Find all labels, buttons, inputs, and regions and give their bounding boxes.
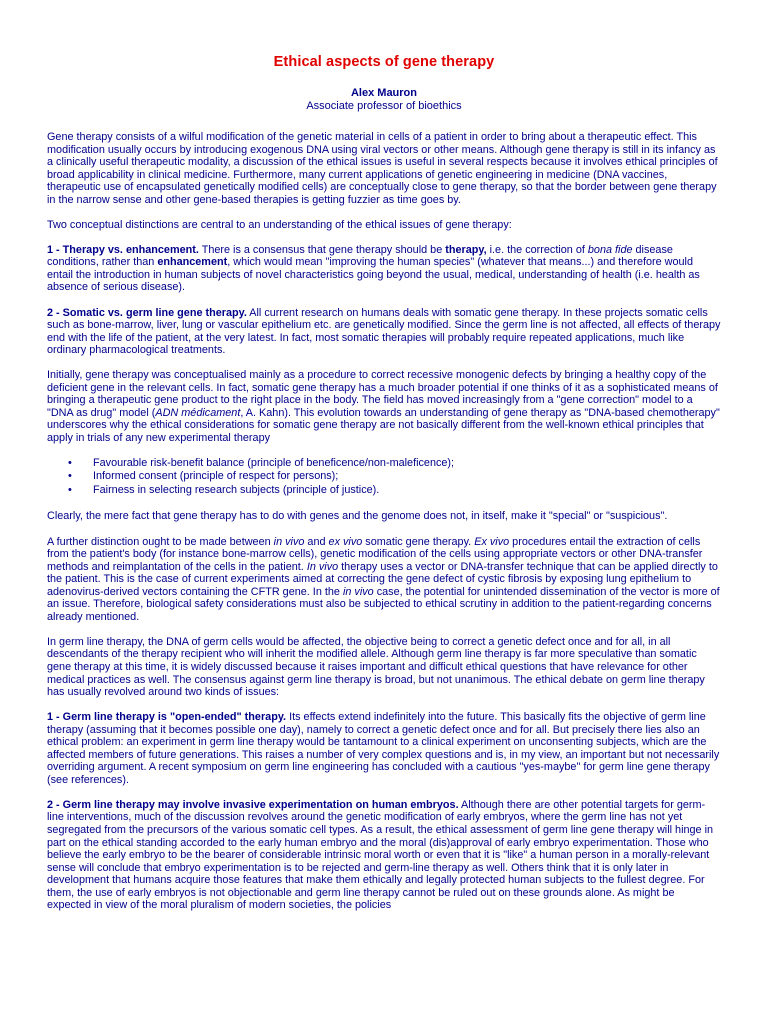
- list-item: • Informed consent (principle of respect for persons);: [93, 470, 721, 484]
- emphasis-ex-vivo: Ex vivo: [474, 535, 510, 548]
- intro-paragraph: Gene therapy consists of a wilful modification of the genetic material in cells of a patient in order to bring about a therapeutic effect. This modification usually occurs by introducing exogenous DNA using viral vectors or other means. Although gene therapy is still in its infancy as a clinically useful therapeutic modality, a discussion of the ethical issues is useful in several respects because it involves ethical principles of broad applicability in clinical medicine. Furthermore, many current applications of genetic engineering in medicine (DNA vaccines, therapeutic use of encapsulated genetically modified cells) are conceptually close to gene therapy, so that the border between gene therapy in the narrow sense and other gene-based therapies is getting fuzzier as time goes by.: [47, 131, 718, 206]
- paragraph-text: , which would mean "improving the human species" (whatever that means...) and therefore would entail the introduction in human subjects of novel characteristics going beyond the usual, medical, understanding of health (i.e. health as absence of serious disease).: [47, 256, 700, 294]
- paragraph-text: disease conditions, rather than: [47, 243, 673, 269]
- list-item: • Favourable risk-benefit balance (principle of beneficence/non-maleficence);: [93, 457, 721, 471]
- paragraph-text: case, the potential for unintended dissemination of the vector is more of an issue. Therefore, biological safety considerations must also be subjected to ethical scrutiny in addition to the patient-regarding concerns already mentioned.: [47, 585, 720, 623]
- paragraph-text: i.e. the correction of: [486, 243, 588, 256]
- therapy-vs-enhancement-paragraph: [47, 244, 721, 294]
- emphasis-therapy: therapy,: [445, 243, 487, 256]
- paragraph-text: All current research on humans deals with somatic gene therapy. In these projects somatic cells such as bone-marrow, liver, lung or vascular epithelium etc. are genetically modified. Since the germ line is not affected, all effects of therapy end with the life of the patient, at the very latest. In fact, most somatic therapies will probably require repeated applications, much like ordinary pharmacological treatments.: [47, 306, 721, 357]
- paragraph-text: and: [304, 535, 329, 548]
- embryo-experimentation-heading: 2 - Germ line therapy may involve invasive experimentation on human embryos.: [47, 798, 459, 811]
- somatic-vs-germ-line-paragraph: [47, 307, 721, 357]
- not-special-paragraph: Clearly, the mere fact that gene therapy has to do with genes and the genome does not, in itself, make it "special" or "suspicious".: [47, 510, 668, 523]
- paragraph-text: procedures entail the extraction of cells from the patient's body (for instance bone-marrow cells), genetic modification of the cells using appropriate vectors or other DNA-transfer methods and reimplantation of the cells in the patient.: [47, 535, 703, 573]
- emphasis-enhancement: enhancement: [157, 256, 228, 269]
- open-ended-therapy-paragraph: [47, 711, 721, 786]
- ethical-principles-list: [47, 457, 721, 498]
- dna-as-drug-paragraph: [47, 369, 721, 444]
- paragraph-text: Initially, gene therapy was conceptualised mainly as a procedure to correct recessive monogenic defects by bringing a healthy copy of the deficient gene in the relevant cells. In fact, somatic gene therapy has a much broader potential if one thinks of it as a sophisticated means of bringing a therapeutic gene product to the right place in the body. The field has moved increasingly from a "gene correction" model to a "DNA as drug" model (: [47, 369, 718, 419]
- therapy-vs-enhancement-heading: 1 - Therapy vs. enhancement.: [47, 243, 199, 256]
- embryo-experimentation-paragraph: [47, 799, 721, 912]
- distinctions-paragraph: Two conceptual distinctions are central to an understanding of the ethical issues of gene therapy:: [47, 218, 512, 231]
- emphasis-ex-vivo: ex vivo: [328, 535, 363, 548]
- emphasis-in-vivo: In vivo: [306, 560, 339, 573]
- paragraph-text: Its effects extend indefinitely into the future. This basically fits the objective of germ line therapy (assuming that it becomes possible one day), namely to correct a genetic defect once and for all. But precisely there lies also an ethical problem: an experiment in germ line therapy would be tantamount to a clinical experiment on unconsenting subjects, which are the affected members of future generations. This raises a number of very complex questions and is, in my view, an important but not necessarily overriding argument. A recent symposium on germ line engineering has concluded with a cautious "yes-maybe" for germ line gene therapy (see references).: [47, 711, 720, 786]
- paragraph-text: Although there are other potential targets for germ-line interventions, much of the discussion revolves around the genetic modification of early embryos, where the germ line has not yet segregated from the precursors of the various somatic cell types. As a result, the ethical assessment of germ line gene therapy will hinge in part on the ethical standing accorded to the early human embryo and the moral (dis)approval of early embryo experimentation. Those who believe the early embryo to be the bearer of considerable intrinsic moral worth or even that it is "like" a human person in a morally-relevant sense will conclude that embryo experimentation is to be rejected and germ-line therapy as well. Others think that it is only later in development that humans acquire those features that make them ethically and legally protected human subjects to the fullest degree. For them, the use of early embryos is not objectionable and germ line therapy cannot be ruled out on these grounds alone. As might be expected in view of the moral pluralism of modern societies, the policies: [47, 798, 714, 912]
- in-vivo-ex-vivo-paragraph: [47, 536, 721, 624]
- author-position: Associate professor of bioethics: [306, 100, 462, 112]
- author-block: [47, 87, 721, 113]
- list-item: • Fairness in selecting research subjects (principle of justice).: [93, 484, 721, 498]
- open-ended-therapy-heading: 1 - Germ line therapy is "open-ended" therapy.: [47, 711, 287, 724]
- author-name: Alex Mauron: [350, 87, 417, 99]
- paragraph-text: A further distinction ought to be made between: [47, 535, 274, 548]
- somatic-vs-germ-line-heading: 2 - Somatic vs. germ line gene therapy.: [47, 306, 247, 319]
- germ-line-therapy-paragraph: In germ line therapy, the DNA of germ cells would be affected, the objective being to correct a genetic defect once and for all, in all descendants of the therapy recipient who will inherit the modified allele. Although germ line therapy is far more speculative than somatic gene therapy at this time, it is widely discussed because it raises important and difficult ethical questions that have relevance for other medical practices as well. The consensus against germ line therapy is broad, but not unanimous. The ethical debate on germ line therapy has usually revolved around two kinds of issues:: [47, 635, 705, 699]
- document-title: Ethical aspects of gene therapy: [273, 54, 495, 70]
- paragraph-text: therapy uses a vector or DNA-transfer technique that can be applied directly to the patient. This is the case of current experiments aimed at correcting the gene defect of cystic fibrosis by exposing lung epithelium to adenovirus-derived vectors containing the CFTR gene. In the: [47, 560, 718, 598]
- emphasis-adn-medicament: ADN médicament: [155, 406, 241, 419]
- paragraph-text: somatic gene therapy.: [362, 535, 475, 548]
- emphasis-bona-fide: bona fide: [587, 243, 633, 256]
- emphasis-in-vivo: in vivo: [273, 535, 305, 548]
- emphasis-in-vivo: in vivo: [342, 585, 374, 598]
- paragraph-text: There is a consensus that gene therapy should be: [198, 243, 446, 256]
- paragraph-text: , A. Kahn). This evolution towards an understanding of gene therapy as "DNA-based chemotherapy" underscores why the ethical considerations for somatic gene therapy are not basically different from the well-known ethical principles that apply in trials of any new experimental therapy: [47, 406, 720, 444]
